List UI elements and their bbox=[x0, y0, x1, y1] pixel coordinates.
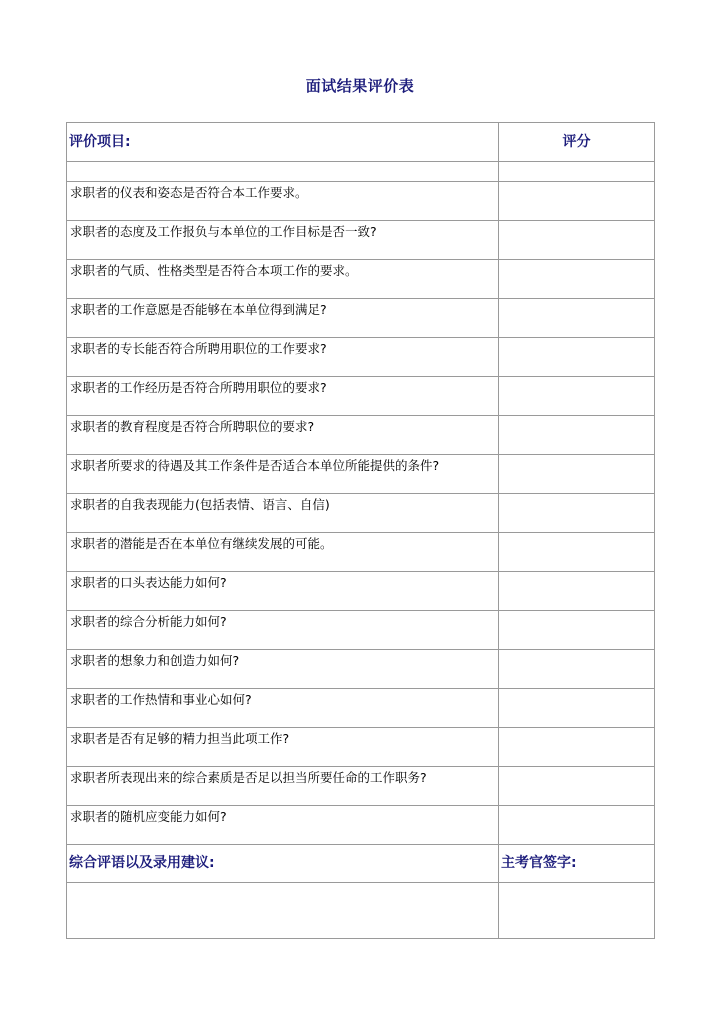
header-item-label: 评价项目: bbox=[67, 123, 499, 162]
item-text: 求职者的气质、性格类型是否符合本项工作的要求。 bbox=[67, 260, 499, 299]
table-row bbox=[67, 182, 655, 221]
table-row bbox=[67, 611, 655, 650]
table-row bbox=[67, 767, 655, 806]
summary-input-row bbox=[67, 883, 655, 939]
signature-field[interactable] bbox=[499, 883, 655, 939]
table-row bbox=[67, 455, 655, 494]
score-cell[interactable] bbox=[499, 221, 655, 260]
table-spacer-row bbox=[67, 162, 655, 182]
table-row bbox=[67, 728, 655, 767]
score-cell[interactable] bbox=[499, 767, 655, 806]
item-text: 求职者的工作热情和事业心如何? bbox=[67, 689, 499, 728]
table-row bbox=[67, 377, 655, 416]
item-text: 求职者的仪表和姿态是否符合本工作要求。 bbox=[67, 182, 499, 221]
spacer-cell bbox=[499, 162, 655, 182]
item-text: 求职者的自我表现能力(包括表情、语言、自信) bbox=[67, 494, 499, 533]
item-text: 求职者的工作意愿是否能够在本单位得到满足? bbox=[67, 299, 499, 338]
item-text: 求职者所表现出来的综合素质是否足以担当所要任命的工作职务? bbox=[67, 767, 499, 806]
item-text: 求职者所要求的待遇及其工作条件是否适合本单位所能提供的条件? bbox=[67, 455, 499, 494]
item-text: 求职者的教育程度是否符合所聘职位的要求? bbox=[67, 416, 499, 455]
table-row bbox=[67, 650, 655, 689]
summary-header-row bbox=[67, 845, 655, 883]
table-row bbox=[67, 221, 655, 260]
table-row bbox=[67, 416, 655, 455]
item-text: 求职者的口头表达能力如何? bbox=[67, 572, 499, 611]
evaluation-table bbox=[66, 122, 655, 939]
score-cell[interactable] bbox=[499, 455, 655, 494]
spacer-cell bbox=[67, 162, 499, 182]
table-row bbox=[67, 260, 655, 299]
table-row bbox=[67, 338, 655, 377]
score-cell[interactable] bbox=[499, 611, 655, 650]
comment-label: 综合评语以及录用建议: bbox=[67, 845, 499, 883]
signature-label: 主考官签字: bbox=[499, 845, 655, 883]
comment-field[interactable] bbox=[67, 883, 499, 939]
header-score-label: 评分 bbox=[499, 123, 655, 162]
table-row bbox=[67, 689, 655, 728]
score-cell[interactable] bbox=[499, 260, 655, 299]
item-text: 求职者的综合分析能力如何? bbox=[67, 611, 499, 650]
score-cell[interactable] bbox=[499, 728, 655, 767]
item-text: 求职者的潜能是否在本单位有继续发展的可能。 bbox=[67, 533, 499, 572]
score-cell[interactable] bbox=[499, 533, 655, 572]
table-row bbox=[67, 533, 655, 572]
score-cell[interactable] bbox=[499, 689, 655, 728]
item-text: 求职者是否有足够的精力担当此项工作? bbox=[67, 728, 499, 767]
score-cell[interactable] bbox=[499, 338, 655, 377]
score-cell[interactable] bbox=[499, 416, 655, 455]
score-cell[interactable] bbox=[499, 572, 655, 611]
score-cell[interactable] bbox=[499, 299, 655, 338]
score-cell[interactable] bbox=[499, 182, 655, 221]
table-row bbox=[67, 299, 655, 338]
score-cell[interactable] bbox=[499, 377, 655, 416]
score-cell[interactable] bbox=[499, 494, 655, 533]
item-text: 求职者的态度及工作报负与本单位的工作目标是否一致? bbox=[67, 221, 499, 260]
item-text: 求职者的工作经历是否符合所聘用职位的要求? bbox=[67, 377, 499, 416]
item-text: 求职者的专长能否符合所聘用职位的工作要求? bbox=[67, 338, 499, 377]
table-row bbox=[67, 494, 655, 533]
table-header-row bbox=[67, 123, 655, 162]
score-cell[interactable] bbox=[499, 650, 655, 689]
table-row bbox=[67, 572, 655, 611]
table-row bbox=[67, 806, 655, 845]
item-text: 求职者的随机应变能力如何? bbox=[67, 806, 499, 845]
score-cell[interactable] bbox=[499, 806, 655, 845]
item-text: 求职者的想象力和创造力如何? bbox=[67, 650, 499, 689]
document-title: 面试结果评价表 bbox=[305, 77, 415, 95]
